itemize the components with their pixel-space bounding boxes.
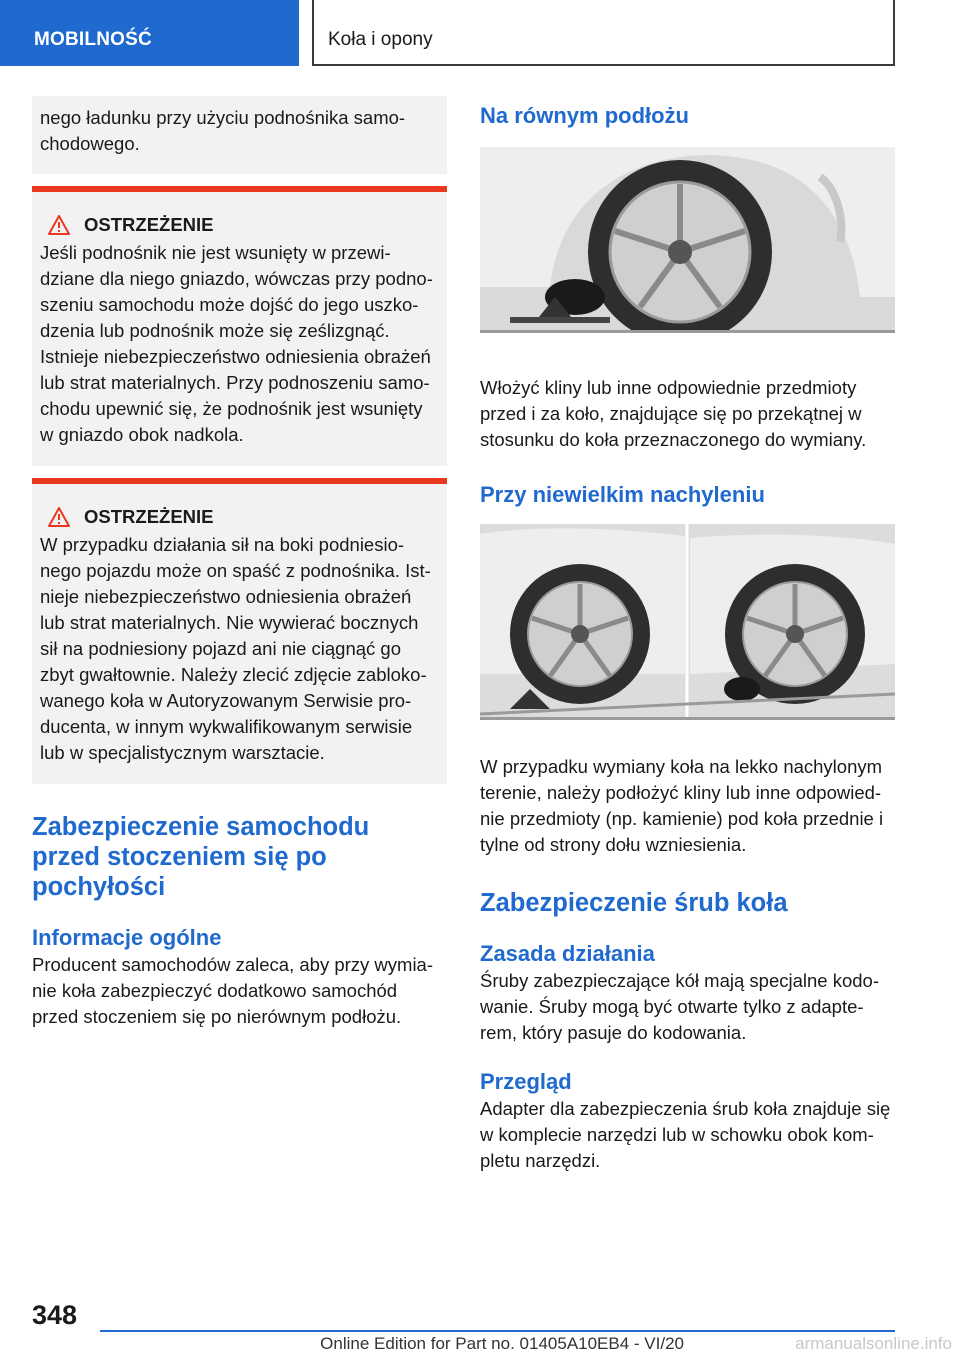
text-line: w komplecie narzędzi lub w schowku obok kom- <box>480 1124 874 1145</box>
text-line: dzenia lub podnośnik może się ześlizgnąć. <box>40 320 390 341</box>
text-line: lub strat materialnych. Przy podnoszeniu samo- <box>40 372 430 393</box>
principle-paragraph <box>480 968 895 1046</box>
watermark: armanualsonline.info <box>795 1334 952 1353</box>
overview-paragraph <box>480 1096 895 1174</box>
heading-line: pochyłości <box>32 873 166 901</box>
text-line: rem, który pasuje do kodowania. <box>480 1022 747 1043</box>
warning-title <box>40 504 439 530</box>
text-line: lub strat materialnych. Nie wywierać bocznych <box>40 612 419 633</box>
subheading-slight-slope: Przy niewielkim nachyleniu <box>480 482 765 507</box>
warning-triangle-icon <box>48 215 70 235</box>
text-line: przed stoczeniem się po nierównym podłożu. <box>32 1006 402 1027</box>
text-line: nego ładunku przy użyciu podnośnika samo- <box>40 107 406 128</box>
heading-line: przed stoczeniem się po <box>32 843 327 871</box>
section-heading-roll-away <box>32 812 447 902</box>
warning-box-2 <box>32 478 447 784</box>
subheading-level-ground: Na równym podłożu <box>480 103 689 128</box>
text-line: sił na podniesiony pojazd ani nie ciągnąć go <box>40 638 402 659</box>
subheading-principle: Zasada działania <box>480 941 655 966</box>
warning-triangle-icon <box>48 507 70 527</box>
edition-text: Online Edition for Part no. 01405A10EB4 - VI/20 <box>320 1334 684 1353</box>
text-line: szeniu samochodu może dojść do jego uszko- <box>40 294 419 315</box>
chapter-title: Koła i opony <box>312 0 895 66</box>
text-line: wanie. Śruby mogą być otwarte tylko z adapte- <box>480 996 864 1017</box>
page-number: 348 <box>32 1300 78 1330</box>
text-line: nie przedmioty (np. kamienie) pod koła przednie i <box>480 808 884 829</box>
text-line: chodowego. <box>40 133 140 154</box>
text-line: lub w specjalistycznym warsztacie. <box>40 742 325 763</box>
general-paragraph <box>32 952 447 1030</box>
warning-title-text: OSTRZEŻENIE <box>84 214 214 235</box>
warning-title <box>40 212 439 238</box>
page-header <box>0 0 960 66</box>
photo-wheel-level <box>480 147 895 333</box>
text-line: nieje niebezpieczeństwo odniesienia obrażeń <box>40 586 412 607</box>
subheading-general: Informacje ogólne <box>32 925 222 950</box>
warning-box-1 <box>32 186 447 466</box>
text-line: terenie, należy podłożyć kliny lub inne odpowied- <box>480 782 882 803</box>
text-line: zbyt gwałtownie. Należy zlecić zdjęcie zabloko- <box>40 664 427 685</box>
text-line: przed i za koło, znajdujące się po przekątnej w <box>480 403 862 424</box>
text-line: Śruby zabezpieczające kół mają specjalne kodo- <box>480 970 879 991</box>
text-line: ducenta, w innym wykwalifikowanym serwisie <box>40 716 413 737</box>
footer-divider <box>100 1330 895 1332</box>
text-line: w gniazdo obok nadkola. <box>40 424 244 445</box>
level-paragraph <box>480 375 895 453</box>
text-line: wanego koła w Autoryzowanym Serwisie pro- <box>40 690 412 711</box>
slope-paragraph <box>480 754 895 858</box>
text-line: W przypadku wymiany koła na lekko nachylonym <box>480 756 883 777</box>
intro-box <box>32 96 447 174</box>
text-line: dziane dla niego gniazdo, wówczas przy podno- <box>40 268 433 289</box>
warning-title-text: OSTRZEŻENIE <box>84 506 214 527</box>
text-line: Istnieje niebezpieczeństwo odniesienia obrażeń <box>40 346 431 367</box>
section-tab[interactable]: MOBILNOŚĆ <box>0 0 299 66</box>
text-line: Adapter dla zabezpieczenia śrub koła znajduje się <box>480 1098 891 1119</box>
photo-wheel-slope <box>480 524 895 720</box>
text-line: Jeśli podnośnik nie jest wsunięty w przewi- <box>40 242 391 263</box>
wheel-level-illustration <box>480 147 895 330</box>
text-line: nie koła zabezpieczyć dodatkowo samochód <box>32 980 398 1001</box>
wheel-slope-illustration <box>480 524 895 717</box>
text-line: Włożyć kliny lub inne odpowiednie przedmioty <box>480 377 857 398</box>
text-line: stosunku do koła przeznaczonego do wymiany. <box>480 429 867 450</box>
text-line: chodu upewnić się, że podnośnik jest wsunięty <box>40 398 423 419</box>
text-line: Producent samochodów zaleca, aby przy wymia- <box>32 954 434 975</box>
subheading-overview: Przegląd <box>480 1069 572 1094</box>
right-column <box>480 96 895 1174</box>
left-column <box>32 96 447 1030</box>
text-line: tylne od strony dołu wzniesienia. <box>480 834 747 855</box>
text-line: nego pojazdu może on spaść z podnośnika. Ist- <box>40 560 431 581</box>
text-line: pletu narzędzi. <box>480 1150 601 1171</box>
section-heading-wheel-bolts: Zabezpieczenie śrub koła <box>480 889 788 917</box>
heading-line: Zabezpieczenie samochodu <box>32 813 370 841</box>
text-line: W przypadku działania sił na boki podniesio- <box>40 534 405 555</box>
